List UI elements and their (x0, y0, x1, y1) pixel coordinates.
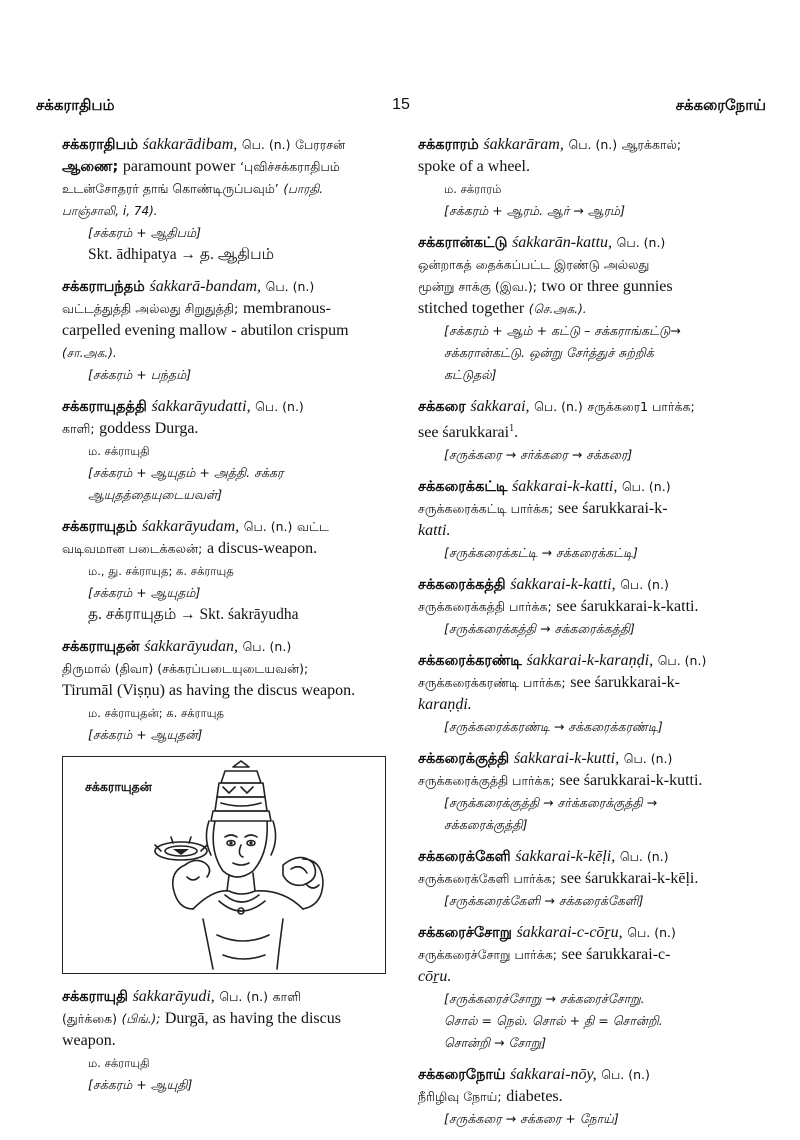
etymology: [சருக்கரைக்குத்தி → சர்க்கரைக்குத்தி → (444, 794, 658, 810)
dictionary-entry (418, 922, 768, 1054)
tamil-definition: திருமால் (திவா) (சக்கரப்படையுடையவன்); (62, 661, 309, 676)
english-definition: carpelled evening mallow - abutilon crispum (62, 322, 349, 339)
english-definition: see śarukkarai-c- (561, 945, 671, 963)
transliteration: śakkarai-c-cōṟu, (516, 923, 623, 941)
grammar-label: பெ. (n.) (616, 235, 666, 250)
dictionary-entry (418, 1064, 768, 1130)
headword: சக்கராயுதம் (62, 519, 138, 535)
illustration-caption: சக்கராயுதன் (85, 779, 152, 794)
running-head-left: சக்கராதிபம் (36, 96, 115, 114)
headword: சக்கரைக்கட்டி (418, 478, 508, 495)
grammar-label: பெ. (n.) (265, 279, 315, 294)
tamil-definition: ஒன்றாகத் தைக்கப்பட்ட இரண்டு அல்லது (418, 257, 650, 272)
english-definition: Durgā, as having the discus (164, 1010, 341, 1027)
vishnu-illustration (133, 759, 353, 971)
transliteration: śakkarāyudi, (132, 988, 215, 1005)
left-column (62, 134, 384, 1106)
illustration-box (62, 756, 386, 974)
english-definition: see śarukkarai-k- (570, 673, 680, 691)
cognates: ம. சக்ராரம் (444, 182, 502, 196)
tamil-definition: வட்டத்துத்தி அல்லது சிறுதுத்தி; (62, 301, 239, 316)
etymology: [சக்கரம் + ஆயுதன்] (88, 727, 203, 742)
headword: சக்கரைச்சோறு (418, 924, 512, 941)
english-definition: membranous- (242, 300, 331, 317)
headword: சக்கராயுதன் (62, 639, 140, 655)
tamil-definition: காளி; (62, 421, 95, 436)
grammar-label: பெ. (n.) (219, 989, 269, 1004)
dictionary-entry (418, 574, 768, 640)
transliteration: śakkarai-k-katti, (512, 477, 618, 495)
grammar-label: பெ. (n.) (620, 576, 669, 592)
grammar-label: பெ. (n.) (657, 652, 707, 668)
headword: சக்கரைநோய் (418, 1066, 506, 1083)
etymology: கட்டுதல்] (444, 367, 497, 382)
citation: பாஞ்சாலி, i, 74). (62, 204, 158, 218)
dictionary-entry: சக்கரை śakkarai, பெ. (n.) சருக்கரை1 பார்க்க; see śarukkarai$^1$. [சருக்கரை → சர்க்கரை → சக்கரை] (418, 396, 768, 466)
transliteration: śakkarāyudam, (141, 518, 240, 535)
english-definition: see śarukkarai (418, 423, 510, 441)
headword: சக்கராயுதத்தி (62, 399, 147, 415)
dictionary-entry (418, 846, 768, 912)
superscript: 1 (509, 423, 515, 434)
grammar-label: பெ. (n.) (621, 478, 671, 494)
etymology: சொன்றி → சோறு] (444, 1034, 547, 1050)
cognates: ம. சக்ராயுதி (88, 1056, 150, 1070)
transliteration: śakkarāram, (483, 136, 564, 153)
dictionary-entry (418, 134, 768, 222)
english-definition: a discus-weapon. (206, 540, 318, 557)
tamil-definition: பேரரசன் (295, 137, 346, 152)
transliteration: śakkarai-k-kēḷi, (515, 847, 616, 865)
dictionary-entry (62, 986, 384, 1096)
citation: (செ.அக.). (528, 302, 587, 316)
etymology: [சக்கரம் + ஆதிபம்] (88, 225, 202, 240)
grammar-label: பெ. (n.) (619, 848, 669, 864)
tamil-definition: சருக்கரை1 பார்க்க; (587, 399, 695, 414)
tamil-definition: மூன்று சாக்கு (இவ.); (418, 279, 537, 294)
english-definition: paramount power (122, 158, 236, 175)
etymology: சொல் = நெல். சொல் + தி = சொன்றி. (444, 1012, 663, 1028)
etymology: [சக்கரம் + ஆம் + கட்டு – சக்கராங்கட்டு→ (444, 323, 681, 338)
page-number: 15 (392, 96, 410, 113)
sanskrit-note: த. சக்ராயுதம் → Skt. śakrāyudha (88, 606, 299, 623)
grammar-label: பெ. (n.) (627, 924, 676, 940)
tamil-definition: ஆணை; (62, 159, 119, 175)
english-definition: see śarukkarai-k- (557, 499, 668, 517)
headword: சக்கரைக்கரண்டி (418, 652, 522, 669)
etymology: [சருக்கரை → சக்கரை + நோய்] (444, 1110, 619, 1126)
english-definition: see śarukkarai-k-katti. (556, 597, 699, 615)
tamil-definition: வட்ட (296, 519, 329, 534)
etymology: [சருக்கரைக்கரண்டி → சக்கரைக்கரண்டி] (444, 718, 663, 734)
english-definition: see śarukkarai-k-kutti. (559, 771, 703, 789)
cognates: ம. சக்ராயுதி (88, 444, 150, 458)
english-definition: katti. (418, 521, 451, 539)
headword: சக்கராரம் (418, 137, 479, 153)
english-definition: Tirumāl (Viṣṇu) as having the discus weapon. (62, 682, 356, 699)
tamil-definition: சருக்கரைக்கரண்டி பார்க்க; (418, 674, 566, 690)
headword: சக்கரான்கட்டு (418, 235, 508, 251)
tamil-definition: காளி (272, 989, 301, 1004)
transliteration: śakkarai-k-katti, (510, 575, 616, 593)
headword: சக்கராபந்தம் (62, 279, 145, 295)
english-definition: goddess Durga. (99, 420, 199, 437)
etymology: ஆயுதத்தையுடையவள்] (88, 487, 223, 502)
dictionary-entry (62, 516, 384, 626)
right-column (418, 134, 768, 1140)
headword: சக்கராயுதி (62, 989, 128, 1005)
grammar-label: பெ. (n.) (241, 137, 291, 152)
dictionary-entry (62, 134, 384, 266)
headword: சக்கரை (418, 399, 466, 415)
english-definition: weapon. (62, 1032, 116, 1049)
grammar-label: பெ. (n.) (255, 399, 304, 414)
sanskrit-note: Skt. ādhipatya → த. ஆதிபம் (88, 246, 275, 263)
etymology: [சருக்கரைக்கத்தி → சக்கரைக்கத்தி] (444, 620, 635, 636)
tamil-definition: சருக்கரைக்கத்தி பார்க்க; (418, 598, 552, 614)
tamil-definition: நீரிழிவு நோய்; (418, 1088, 502, 1104)
dictionary-entry (62, 396, 384, 506)
english-definition: stitched together (418, 300, 525, 317)
headword: சக்கரைக்கேளி (418, 848, 511, 865)
tamil-definition: சருக்கரைக்கேளி பார்க்க; (418, 870, 557, 886)
headword: சக்கரைக்குத்தி (418, 750, 510, 767)
etymology: [சருக்கரைக்கேளி → சக்கரைக்கேளி] (444, 892, 644, 908)
grammar-label: பெ. (n.) (601, 1066, 650, 1082)
citation: (சா.அக.). (62, 346, 117, 360)
etymology: [சக்கரம் + பந்தம்] (88, 367, 192, 382)
english-definition: see śarukkarai-k-kēḷi. (560, 869, 699, 887)
transliteration: śakkarā-bandam, (149, 278, 262, 295)
tamil-definition: சருக்கரைக்கட்டி பார்க்க; (418, 500, 554, 516)
dictionary-entry (62, 276, 384, 386)
cognates: ம., து. சக்ராயுத; க. சக்ராயுத (88, 564, 234, 578)
etymology: [சக்கரம் + ஆரம். ஆர் → ஆரம்] (444, 203, 625, 218)
dictionary-entry (418, 748, 768, 836)
grammar-label: பெ. (n.) (243, 519, 293, 534)
etymology: சக்கரான்கட்டு. ஒன்று சேர்த்துச் சுற்றிக் (444, 345, 654, 360)
dictionary-entry (62, 636, 384, 746)
dictionary-entry (418, 232, 768, 386)
etymology: [சருக்கரைச்சோறு → சக்கரைச்சோறு. (444, 990, 645, 1006)
etymology: [சக்கரம் + ஆயுதம்] (88, 585, 201, 600)
etymology: [சருக்கரைக்கட்டி → சக்கரைக்கட்டி] (444, 544, 638, 560)
tamil-definition: சருக்கரைக்குத்தி பார்க்க; (418, 772, 555, 788)
citation: (பிங்.); (121, 1012, 161, 1026)
etymology: [சக்கரம் + ஆயுதம் + அத்தி. சக்கர (88, 465, 284, 480)
cognates: ம. சக்ராயுதன்; க. சக்ராயுத (88, 706, 224, 720)
headword: சக்கராதிபம் (62, 137, 138, 153)
english-definition: diabetes. (506, 1087, 563, 1105)
tamil-definition: சருக்கரைச்சோறு பார்க்க; (418, 946, 558, 962)
english-definition: cōṟu. (418, 967, 452, 985)
english-definition: spoke of a wheel. (418, 158, 530, 175)
transliteration: śakkarai-k-karaṇḍi, (526, 651, 654, 669)
transliteration: śakkarān-kattu, (512, 234, 613, 251)
dictionary-entry (418, 476, 768, 564)
citation: (பாரதி. (283, 182, 324, 196)
tamil-definition: வடிவமான படைக்கலன்; (62, 541, 203, 556)
running-head-right: சக்கரைநோய் (675, 96, 766, 114)
grammar-label: பெ. (n.) (534, 399, 583, 414)
etymology: சக்கரைக்குத்தி] (444, 816, 528, 832)
transliteration: śakkarāyudan, (144, 638, 238, 655)
transliteration: śakkarādibam, (142, 136, 238, 153)
transliteration: śakkarai-k-kutti, (513, 749, 620, 767)
etymology: [சருக்கரை → சர்க்கரை → சக்கரை] (444, 446, 633, 462)
tamil-definition: (துர்க்கை) (62, 1011, 117, 1026)
quotation: உடன்சோதரர் தாங் கொண்டிருப்பவும்’ (62, 181, 279, 196)
headword: சக்கரைக்கத்தி (418, 576, 506, 593)
dictionary-entry (418, 650, 768, 738)
grammar-label: பெ. (n.) (623, 750, 673, 766)
grammar-label: பெ. (n.) (242, 639, 292, 654)
tamil-definition: ஆரக்கால்; (621, 137, 682, 152)
transliteration: śakkarāyudatti, (151, 398, 251, 415)
grammar-label: பெ. (n.) (568, 137, 618, 152)
transliteration: śakkarai, (470, 398, 530, 415)
quotation: ‘புவிச்சக்கராதிபம் (239, 159, 340, 174)
english-definition: two or three gunnies (541, 278, 673, 295)
etymology: [சக்கரம் + ஆயுதி] (88, 1077, 193, 1092)
english-definition: karaṇḍi. (418, 695, 472, 713)
page-header (36, 96, 766, 120)
transliteration: śakkarai-nōy, (510, 1065, 597, 1083)
